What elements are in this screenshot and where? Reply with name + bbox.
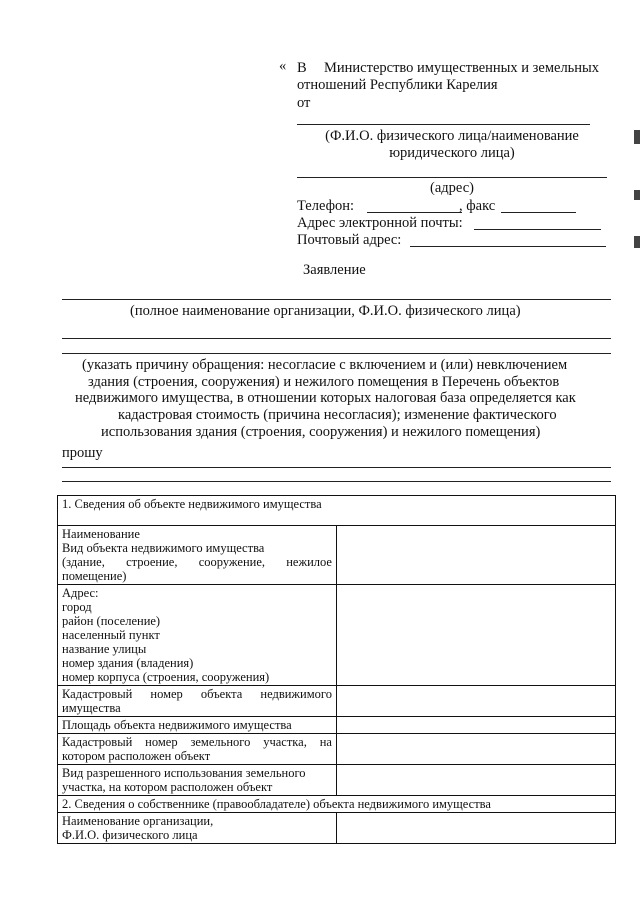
address-row: населенный пункт bbox=[62, 628, 160, 642]
scan-edge-mark bbox=[634, 236, 640, 248]
quote-mark: « bbox=[279, 58, 287, 74]
use-line2: участка, на котором расположен объект bbox=[62, 780, 273, 794]
use-line1: Вид разрешенного использования земельного bbox=[62, 766, 306, 780]
table-row bbox=[58, 717, 616, 734]
word: Кадастровый bbox=[62, 687, 133, 701]
email-field[interactable] bbox=[474, 229, 601, 230]
to-prefix: В bbox=[297, 60, 307, 76]
phone-label: Телефон: bbox=[297, 198, 355, 214]
table-row bbox=[58, 813, 616, 844]
word: номер bbox=[150, 687, 183, 701]
use-label-cell bbox=[58, 765, 337, 796]
kind-label: Вид объекта недвижимого имущества bbox=[62, 541, 265, 555]
section2-header: 2. Сведения о собственнике (правообладателе) объекта недвижимого имущества bbox=[58, 796, 616, 813]
word: Кадастровый bbox=[62, 735, 133, 749]
land-value-cell[interactable] bbox=[337, 734, 616, 765]
reason-line1: (указать причину обращения: несогласие с включением и (или) невключением bbox=[82, 357, 568, 373]
applicant-name-line[interactable] bbox=[297, 124, 590, 125]
request-line[interactable] bbox=[62, 481, 611, 482]
hint-word: строение, bbox=[126, 555, 178, 569]
fax-label: , факс bbox=[459, 198, 496, 214]
word: земельного bbox=[190, 735, 251, 749]
property-info-table bbox=[57, 495, 616, 844]
address-label-cell bbox=[58, 585, 337, 686]
reason-line4: кадастровая стоимость (причина несогласия); изменение фактического bbox=[118, 407, 557, 423]
request-line[interactable] bbox=[62, 467, 611, 468]
area-label: Площадь объекта недвижимого имущества bbox=[58, 717, 337, 734]
word: участка, bbox=[263, 735, 307, 749]
table-row bbox=[58, 734, 616, 765]
land-label-cell bbox=[58, 734, 337, 765]
address-row: название улицы bbox=[62, 642, 147, 656]
owner-value-cell[interactable] bbox=[337, 813, 616, 844]
from-label: от bbox=[297, 95, 311, 111]
name-hint-line2: юридического лица) bbox=[389, 145, 515, 161]
request-word: прошу bbox=[62, 445, 103, 461]
word: номер bbox=[145, 735, 178, 749]
table-row bbox=[58, 765, 616, 796]
ministry-line2: отношений Республики Карелия bbox=[297, 77, 498, 93]
cadastral-words bbox=[62, 687, 332, 701]
blank-line[interactable] bbox=[62, 353, 611, 354]
address-row: номер здания (владения) bbox=[62, 656, 194, 670]
address-value-cell[interactable] bbox=[337, 585, 616, 686]
word: недвижимого bbox=[260, 687, 332, 701]
name-kind-label bbox=[58, 526, 337, 585]
blank-line[interactable] bbox=[62, 338, 611, 339]
name-hint-line1: (Ф.И.О. физического лица/наименование bbox=[325, 128, 579, 144]
address-row: номер корпуса (строения, сооружения) bbox=[62, 670, 270, 684]
word: на bbox=[319, 735, 332, 749]
reason-line3: недвижимого имущества, в отношении которых налоговая база определяется как bbox=[75, 390, 576, 406]
hint-word: сооружение, bbox=[198, 555, 265, 569]
statement-title: Заявление bbox=[303, 262, 366, 278]
cadastral-tail: имущества bbox=[62, 701, 121, 715]
table-row bbox=[58, 526, 616, 585]
kind-hint-tail: помещение) bbox=[62, 569, 127, 583]
use-value-cell[interactable] bbox=[337, 765, 616, 796]
land-words bbox=[62, 735, 332, 749]
section-row bbox=[58, 796, 616, 813]
owner-line2: Ф.И.О. физического лица bbox=[62, 828, 198, 842]
address-row: Адрес: bbox=[62, 586, 99, 600]
owner-label-cell bbox=[58, 813, 337, 844]
scan-edge-mark bbox=[634, 190, 640, 200]
address-hint: (адрес) bbox=[430, 180, 474, 196]
email-label: Адрес электронной почты: bbox=[297, 215, 463, 231]
word: объекта bbox=[200, 687, 243, 701]
land-tail: котором расположен объект bbox=[62, 749, 211, 763]
address-line[interactable] bbox=[297, 177, 607, 178]
section-row bbox=[58, 496, 616, 526]
postal-label: Почтовый адрес: bbox=[297, 232, 402, 248]
scan-edge-mark bbox=[634, 130, 640, 144]
reason-line5: использования здания (строения, сооружения) и нежилого помещения) bbox=[101, 424, 541, 440]
address-row: город bbox=[62, 600, 92, 614]
name-label: Наименование bbox=[62, 527, 140, 541]
org-hint: (полное наименование организации, Ф.И.О. физического лица) bbox=[130, 303, 521, 319]
table-row bbox=[58, 585, 616, 686]
fax-field[interactable] bbox=[501, 212, 576, 213]
phone-field[interactable] bbox=[367, 212, 462, 213]
cadastral-label-cell bbox=[58, 686, 337, 717]
cadastral-value-cell[interactable] bbox=[337, 686, 616, 717]
address-row: район (поселение) bbox=[62, 614, 161, 628]
hint-word: (здание, bbox=[62, 555, 105, 569]
hint-word: нежилое bbox=[286, 555, 332, 569]
area-value-cell[interactable] bbox=[337, 717, 616, 734]
name-kind-value-cell[interactable] bbox=[337, 526, 616, 585]
org-name-line[interactable] bbox=[62, 299, 611, 300]
owner-line1: Наименование организации, bbox=[62, 814, 214, 828]
kind-hint bbox=[62, 555, 332, 569]
table-row bbox=[58, 686, 616, 717]
reason-line2: здания (строения, сооружения) и нежилого помещения в Перечень объектов bbox=[88, 374, 560, 390]
ministry-line1: Министерство имущественных и земельных bbox=[324, 60, 600, 76]
postal-field[interactable] bbox=[410, 246, 606, 247]
section1-header: 1. Сведения об объекте недвижимого имущества bbox=[58, 496, 616, 526]
